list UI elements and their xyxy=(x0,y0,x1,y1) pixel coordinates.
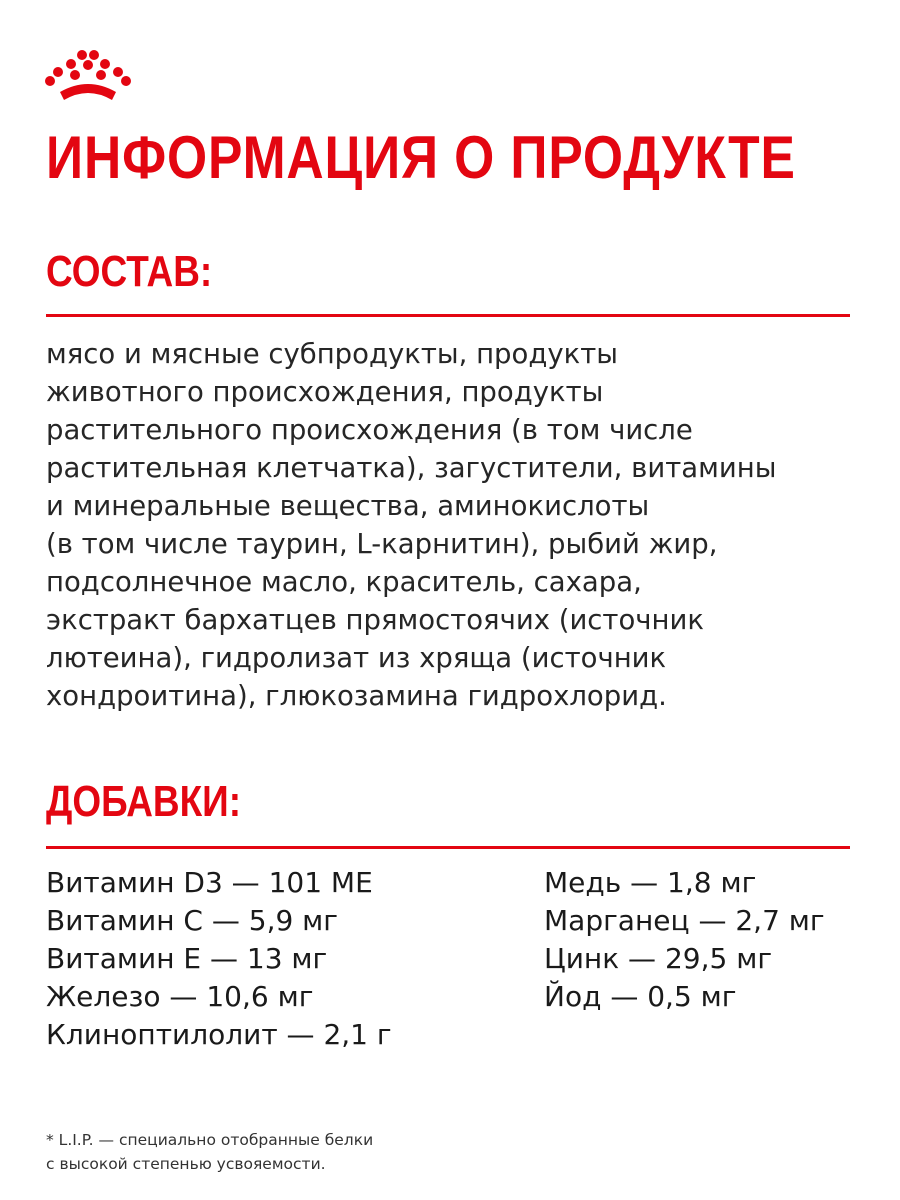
divider xyxy=(46,846,850,849)
additive-item: Витамин D3 — 101 МЕ xyxy=(46,866,373,899)
footnote: * L.I.P. — специально отобранные белки с высокой степенью усвояемости. xyxy=(46,1131,374,1173)
additives-list-left xyxy=(46,864,392,1054)
additive-item: Цинк — 29,5 мг xyxy=(544,942,773,975)
additives-heading: ДОБАВКИ: xyxy=(46,777,242,826)
divider xyxy=(46,314,850,317)
page-title: ИНФОРМАЦИЯ О ПРОДУКТЕ xyxy=(46,124,796,191)
additive-item: Медь — 1,8 мг xyxy=(544,866,757,899)
additive-item: Клиноптилолит — 2,1 г xyxy=(46,1018,392,1051)
additive-item: Витамин Е — 13 мг xyxy=(46,942,328,975)
additive-item: Железо — 10,6 мг xyxy=(46,980,314,1013)
additives-list-right xyxy=(544,864,825,1016)
composition-heading: СОСТАВ: xyxy=(46,247,213,296)
additive-item: Марганец — 2,7 мг xyxy=(544,904,825,937)
composition-text: мясо и мясные субпродукты, продукты животного происхождения, продукты растительного происхождения (в том числе растительная клетчатка), загустители, витамины и минеральные вещества, аминокислоты (в том числе таурин, L-карнитин), рыбий жир, подсолнечное масло, краситель, сахара, экстракт бархатцев прямостоячих (источник лютеина), гидролизат из хряща (источник хондроитина), глюкозамина гидрохлорид. xyxy=(46,338,777,712)
crown-icon xyxy=(44,48,134,104)
additive-item: Йод — 0,5 мг xyxy=(544,980,737,1013)
additive-item: Витамин С — 5,9 мг xyxy=(46,904,339,937)
